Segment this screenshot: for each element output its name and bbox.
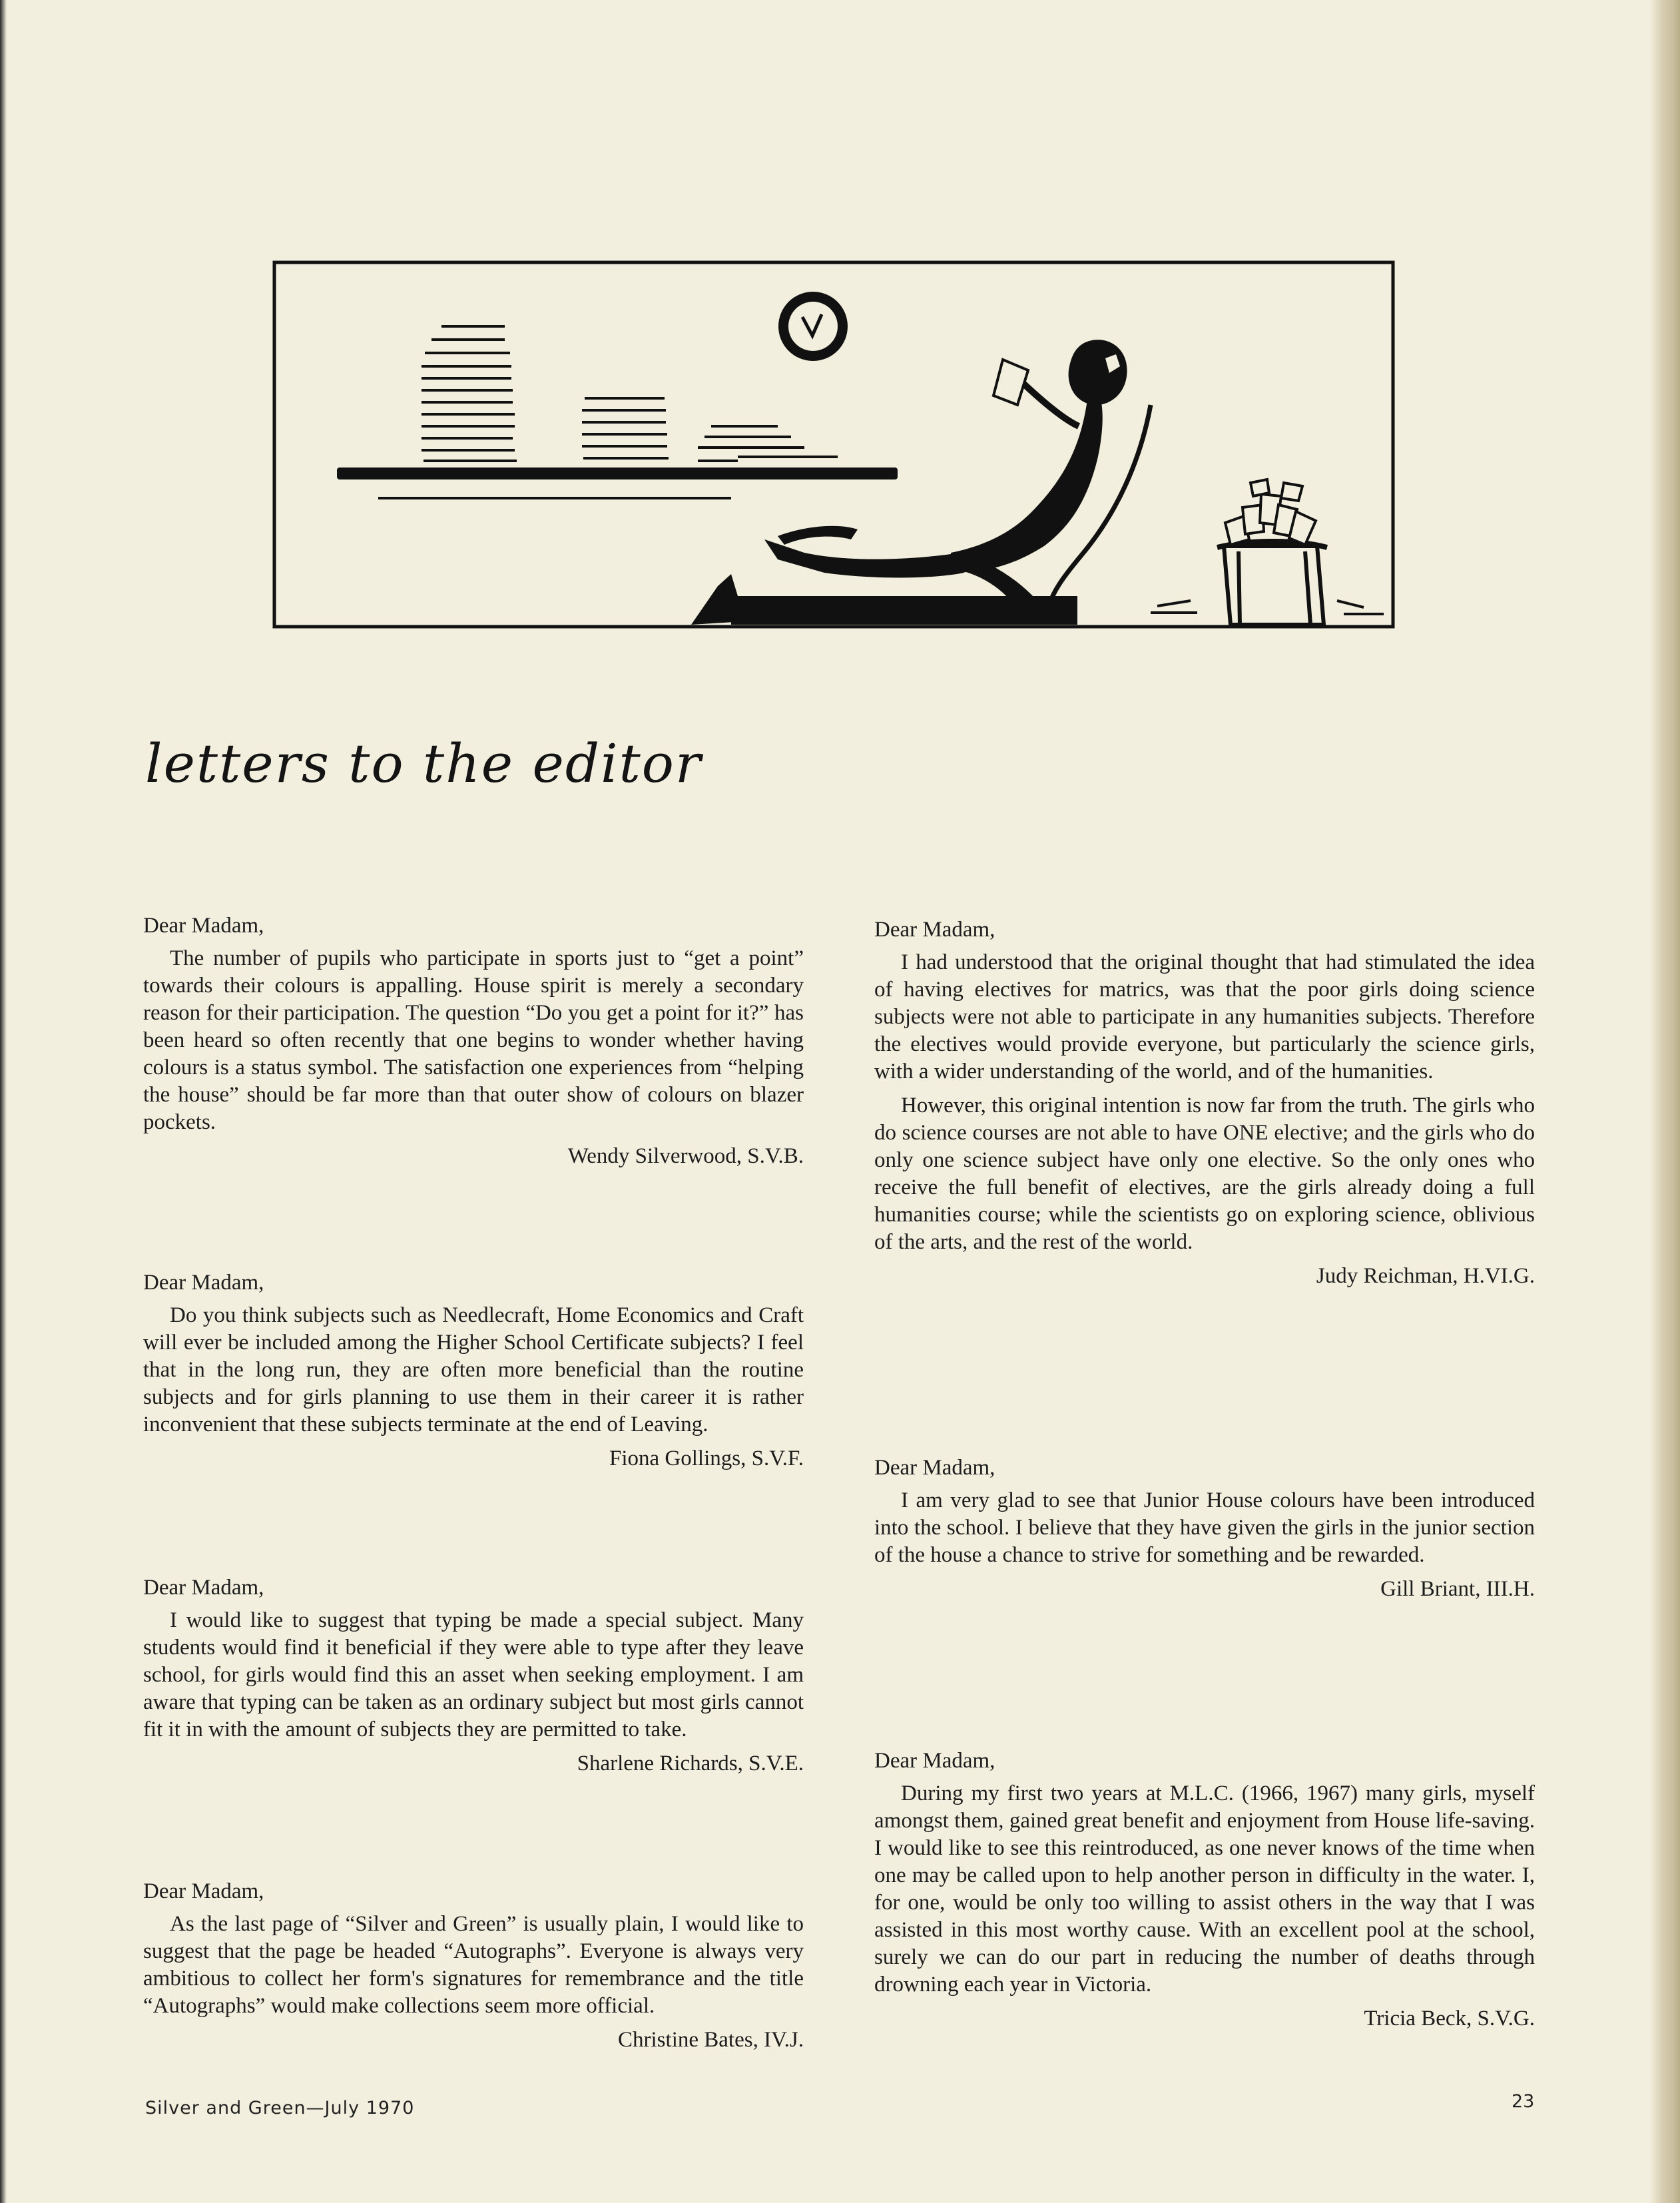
letter-salutation: Dear Madam, xyxy=(874,1749,995,1773)
letter-salutation: Dear Madam, xyxy=(874,918,995,942)
letter-gill-briant xyxy=(874,1454,1535,1603)
letter-body: The number of pupils who participate in sports just to “get a point” towards their colours is appalling. House spirit is merely a secondary reason for their participation. The question “Do you get a point for it?” has been heard so often recently that one begins to wonder whether having colours is a status symbol. The satisfaction one experiences from “helping the house” should be far more than that outer show of colours on blazer pockets. xyxy=(143,946,804,1134)
page-number: 23 xyxy=(1512,2091,1535,2112)
letter-signature: Tricia Beck, S.V.G. xyxy=(1364,2007,1535,2031)
letter-body: As the last page of “Silver and Green” is usually plain, I would like to suggest that the page be headed “Autographs”. Everyone is always very ambitious to collect her form's signatures for remembrance and the title “Autographs” would make collections seem more official. xyxy=(143,1912,804,2018)
letter-body: Do you think subjects such as Needlecraft, Home Economics and Craft will ever be included among the Higher School Certificate subjects? I feel that in the long run, they are often more beneficial than the routine subjects and for girls planning to use them in their career it is rather inconvenient that these subjects terminate at the end of Leaving. xyxy=(143,1303,804,1436)
letter-salutation: Dear Madam, xyxy=(874,1456,995,1480)
letter-tricia-beck xyxy=(874,1747,1535,2033)
letter-signature: Sharlene Richards, S.V.E. xyxy=(577,1751,804,1775)
wastebasket-icon xyxy=(1151,479,1384,625)
publication-footer: Silver and Green—July 1970 xyxy=(145,2098,415,2118)
letter-salutation: Dear Madam, xyxy=(143,914,264,938)
letter-christine-bates xyxy=(143,1878,804,2054)
letter-body: I would like to suggest that typing be made a special subject. Many students would find it beneficial if they were able to type after they leave school, for girls would find this an asset when seeking employment. I am aware that typing can be taken as an ordinary subject but most girls cannot fit it in with the amount of subjects they are permitted to take. xyxy=(143,1608,804,1741)
shelf xyxy=(337,468,898,479)
paper-stack-tall xyxy=(421,326,517,461)
letter-signature: Fiona Gollings, S.V.F. xyxy=(609,1446,804,1470)
letter-signature: Judy Reichman, H.VI.G. xyxy=(1316,1264,1535,1288)
letter-body: I had understood that the original thought that had stimulated the idea of having electives for matrics, was that the poor girls doing science subjects were not able to participate in any humanities subjects. Therefore the electives would provide everyone, but particularly the science girls, with a wider understanding of the world, and of the humanities. xyxy=(874,950,1535,1084)
letter-fiona-gollings xyxy=(143,1269,804,1472)
letter-signature: Christine Bates, IV.J. xyxy=(618,2028,804,2052)
clock-icon xyxy=(778,292,848,361)
letter-body: However, this original intention is now far from the truth. The girls who do science courses are not able to have ONE elective; and the girls who do only one science subject have only one elective. So the only ones who receive the full benefit of electives, are the girls already doing a full humanities course; while the scientists go on exploring science, oblivious of the arts, and the rest of the world. xyxy=(874,1094,1535,1254)
letter-salutation: Dear Madam, xyxy=(143,1271,264,1295)
letter-salutation: Dear Madam, xyxy=(143,1576,264,1600)
letter-wendy-silverwood xyxy=(143,912,804,1170)
paper-stack-low xyxy=(698,426,838,461)
reading-figure xyxy=(691,340,1151,625)
page-edge-left xyxy=(0,0,7,2203)
editor-illustration xyxy=(272,260,1396,629)
letter-salutation: Dear Madam, xyxy=(143,1879,264,1903)
letter-signature: Gill Briant, III.H. xyxy=(1380,1577,1535,1601)
letter-body: I am very glad to see that Junior House colours have been introduced into the school. I believe that they have given the girls in the junior section of the house a chance to strive for something and be rewarded. xyxy=(874,1488,1535,1567)
letter-judy-reichman xyxy=(874,916,1535,1290)
letter-body: During my first two years at M.L.C. (1966, 1967) many girls, myself amongst them, gained great benefit and enjoyment from House life-saving. I would like to see this reintroduced, as one never knows of the time when one may be called upon to help another person in difficulty in the water. I, for one, would be only too willing to assist others in the way that I was assisted in this most worthy cause. With an excellent pool at the school, surely we can do our part in reducing the number of deaths through drowning each year in Victoria. xyxy=(874,1781,1535,1997)
page-edge-right xyxy=(1649,0,1680,2203)
letter-sharlene-richards xyxy=(143,1574,804,1777)
letter-signature: Wendy Silverwood, S.V.B. xyxy=(567,1144,804,1168)
paper-stack-medium xyxy=(582,398,669,458)
page-title: letters to the editor xyxy=(145,733,702,794)
